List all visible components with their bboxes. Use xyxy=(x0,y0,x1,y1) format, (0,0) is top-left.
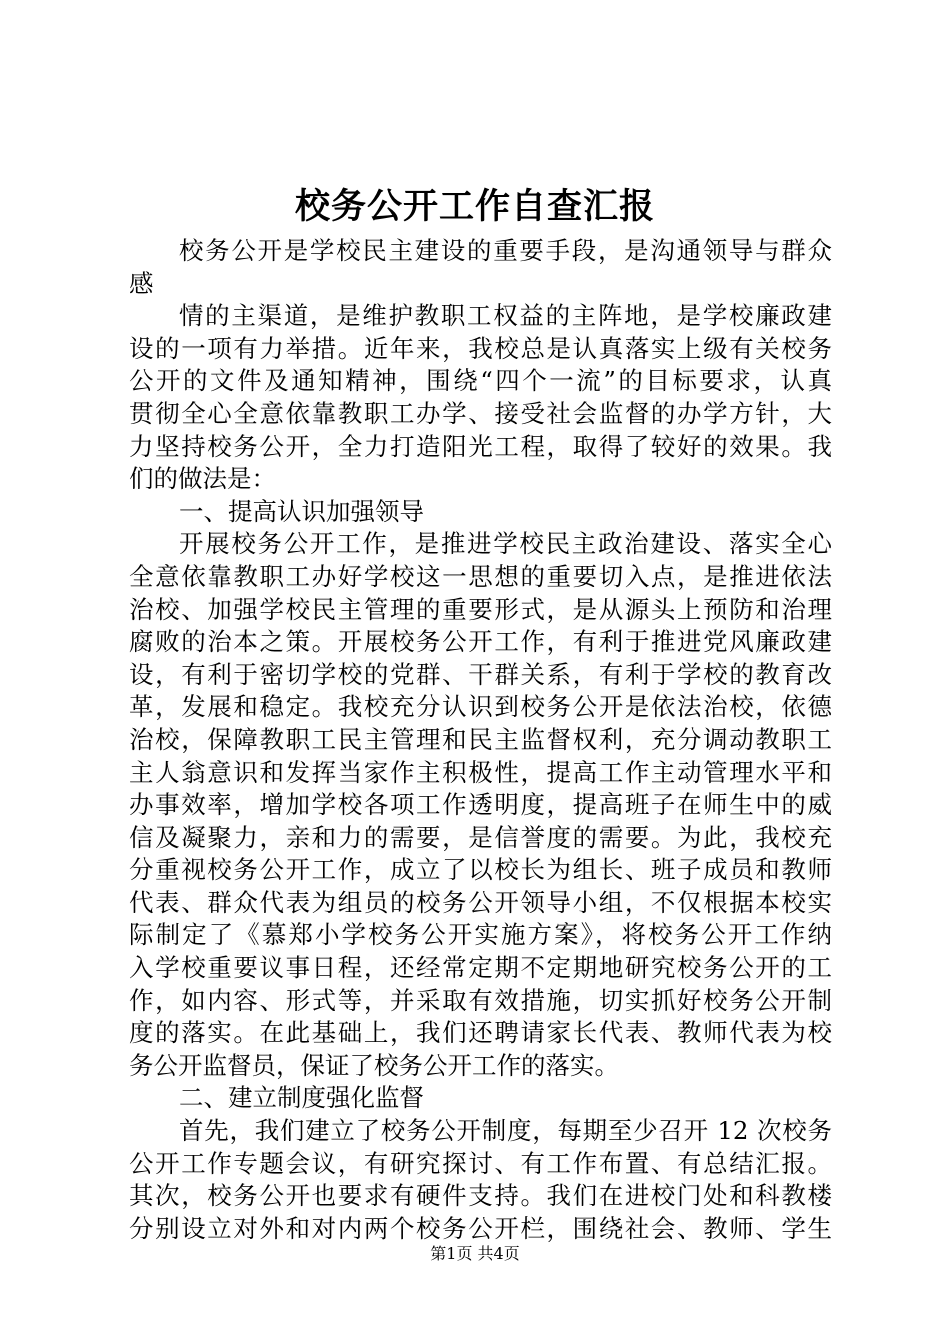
text-line: 主人翁意识和发挥当家作主积极性，提高工作主动管理水平和 xyxy=(129,757,832,787)
text-line: 公开工作专题会议，有研究探讨、有工作布置、有总结汇报。 xyxy=(129,1148,832,1178)
text-line: 力坚持校务公开，全力打造阳光工程，取得了较好的效果。我 xyxy=(129,431,832,461)
text-line: 作，如内容、形式等，并采取有效措施，切实抓好校务公开制 xyxy=(129,985,832,1015)
text-line: 一、提高认识加强领导 xyxy=(179,496,424,526)
text-line: 腐败的治本之策。开展校务公开工作，有利于推进党风廉政建 xyxy=(129,627,832,657)
text-line: 首先，我们建立了校务公开制度，每期至少召开 12 次校务 xyxy=(179,1116,832,1146)
text-line: 分别设立对外和对内两个校务公开栏，围绕社会、教师、学生 xyxy=(129,1213,832,1243)
text-line: 际制定了《慕郑小学校务公开实施方案》，将校务公开工作纳 xyxy=(129,920,832,950)
text-line: 入学校重要议事日程，还经常定期不定期地研究校务公开的工 xyxy=(129,953,832,983)
text-line: 情的主渠道，是维护教职工权益的主阵地，是学校廉政建 xyxy=(179,301,832,331)
text-line: 革，发展和稳定。我校充分认识到校务公开是依法治校，依德 xyxy=(129,692,832,722)
text-line: 信及凝聚力，亲和力的需要，是信誉度的需要。为此，我校充 xyxy=(129,822,832,852)
text-line: 感 xyxy=(129,268,154,298)
text-line: 治校，保障教职工民主管理和民主监督权利，充分调动教职工 xyxy=(129,724,832,754)
text-line: 务公开监督员，保证了校务公开工作的落实。 xyxy=(129,1050,619,1080)
text-line: 其次，校务公开也要求有硬件支持。我们在进校门处和科教楼 xyxy=(129,1181,832,1211)
text-line: 设，有利于密切学校的党群、干群关系，有利于学校的教育改 xyxy=(129,659,832,689)
text-line: 全意依靠教职工办好学校这一思想的重要切入点，是推进依法 xyxy=(129,561,832,591)
document-title: 校务公开工作自查汇报 xyxy=(294,186,655,227)
text-line: 代表、群众代表为组员的校务公开领导小组，不仅根据本校实 xyxy=(129,887,832,917)
text-line: 校务公开是学校民主建设的重要手段，是沟通领导与群众 xyxy=(179,236,832,265)
text-line: 分重视校务公开工作，成立了以校长为组长、班子成员和教师 xyxy=(129,855,832,885)
text-line: 治校、加强学校民主管理的重要形式，是从源头上预防和治理 xyxy=(129,594,832,624)
text-line: 二、建立制度强化监督 xyxy=(179,1083,424,1113)
text-line: 开展校务公开工作，是推进学校民主政治建设、落实全心 xyxy=(179,529,832,559)
document-body xyxy=(129,235,832,1245)
text-line: 办事效率，增加学校各项工作透明度，提高班子在师生中的威 xyxy=(129,790,832,820)
text-line: 公开的文件及通知精神，围绕“四个一流”的目标要求，认真 xyxy=(129,366,832,396)
text-line: 贯彻全心全意依靠教职工办学、接受社会监督的办学方针，大 xyxy=(129,398,832,428)
text-line: 们的做法是： xyxy=(129,464,276,494)
page-footer: 第1页 共4页 xyxy=(430,1244,520,1263)
text-line: 设的一项有力举措。近年来，我校总是认真落实上级有关校务 xyxy=(129,333,832,363)
text-line: 度的落实。在此基础上，我们还聘请家长代表、教师代表为校 xyxy=(129,1018,832,1048)
